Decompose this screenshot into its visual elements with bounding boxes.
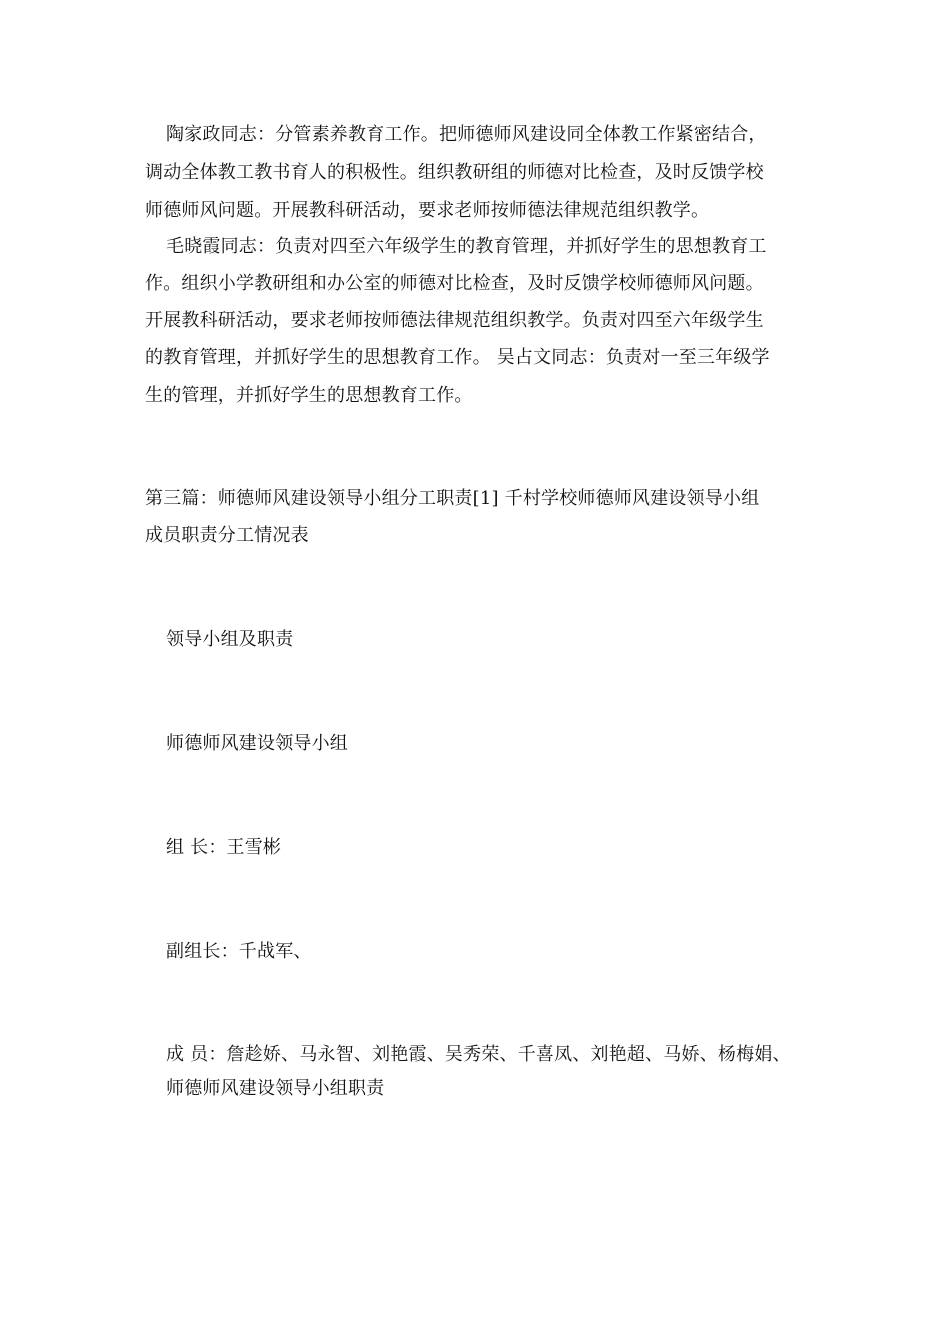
paragraph-line: 陶家政同志：分管素养教育工作。把师德师风建设同全体教工作紧密结合， — [166, 124, 767, 145]
paragraph-line: 开展教科研活动，要求老师按师德法律规范组织教学。负责对四至六年级学生 — [145, 310, 764, 331]
section-heading-line: 成员职责分工情况表 — [145, 525, 309, 546]
group-leader: 组 长：王雪彬 — [166, 837, 282, 858]
paragraph-line: 师德师风问题。开展教科研活动，要求老师按师德法律规范组织教学。 — [145, 200, 710, 221]
deputy-leader: 副组长：千战军、 — [166, 941, 312, 962]
section-heading-line: 第三篇：师德师风建设领导小组分工职责[1] 千村学校师德师风建设领导小组 — [145, 488, 760, 509]
paragraph-line: 作。组织小学教研组和办公室的师德对比检查，及时反馈学校师德师风问题。 — [145, 273, 764, 294]
paragraph-line: 的教育管理，并抓好学生的思想教育工作。 吴占文同志：负责对一至三年级学 — [145, 347, 770, 368]
paragraph-line: 毛晓霞同志：负责对四至六年级学生的教育管理，并抓好学生的思想教育工 — [166, 236, 767, 257]
group-name: 师德师风建设领导小组 — [166, 733, 348, 754]
paragraph-line: 生的管理，并抓好学生的思想教育工作。 — [145, 385, 473, 406]
paragraph-line: 调动全体教工教书育人的积极性。组织教研组的师德对比检查，及时反馈学校 — [145, 162, 764, 183]
leadership-duties-heading: 领导小组及职责 — [166, 629, 294, 650]
group-duties-heading: 师德师风建设领导小组职责 — [166, 1078, 385, 1099]
group-members: 成 员：詹趁娇、马永智、刘艳霞、吴秀荣、千喜凤、刘艳超、马娇、杨梅娟、 — [166, 1044, 791, 1065]
